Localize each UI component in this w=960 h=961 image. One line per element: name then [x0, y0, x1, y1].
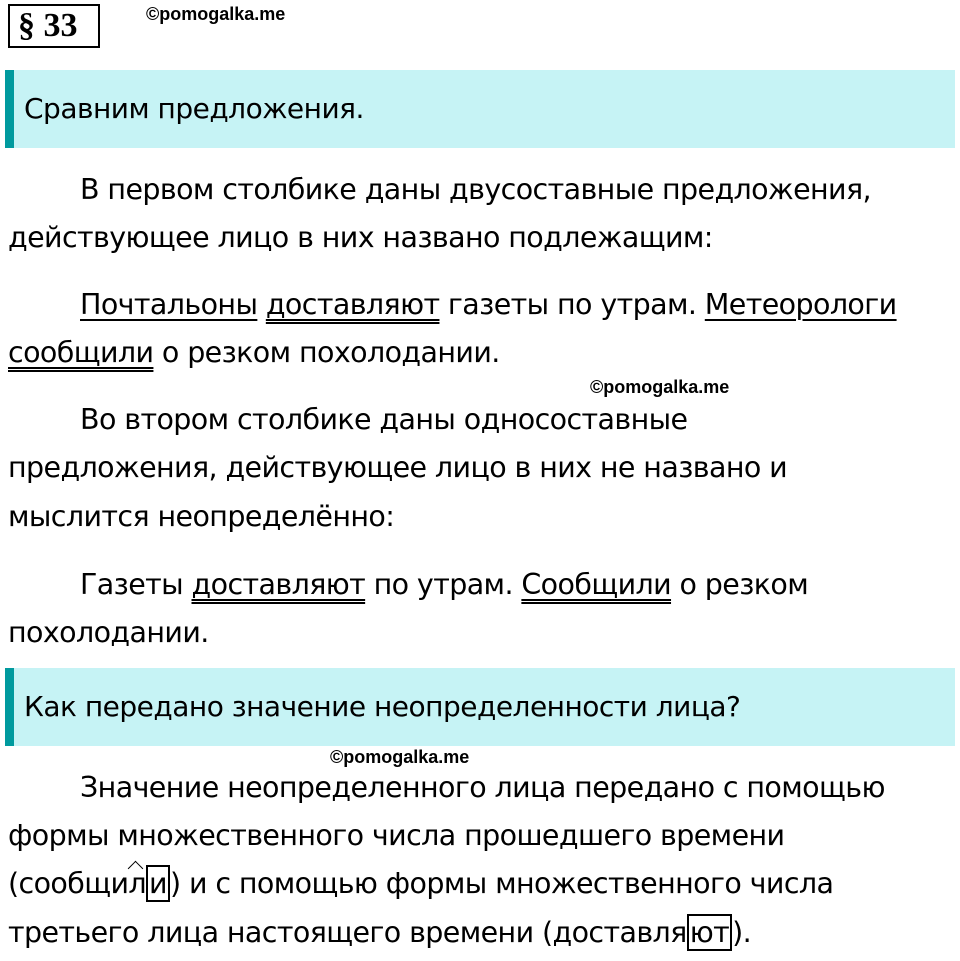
paragraph-line: Во втором столбике даны односоставные — [80, 403, 688, 436]
answer-line — [8, 864, 833, 904]
suffix-mark: л — [128, 867, 147, 900]
heading-compare: Сравним предложения. — [5, 70, 955, 148]
watermark: ©pomogalka.me — [146, 4, 286, 24]
heading-question: Как передано значение неопределенности лица? — [5, 668, 955, 746]
section-number: § 33 — [8, 4, 100, 48]
predicate: доставляют — [191, 568, 366, 601]
example-line — [80, 565, 808, 605]
example-line — [80, 285, 897, 325]
example-line — [8, 333, 500, 373]
watermark: ©pomogalka.me — [330, 747, 470, 767]
paragraph-line: В первом столбике даны двусоставные предложения, — [80, 173, 871, 206]
text: о резком похолодании. — [153, 336, 500, 369]
subject: Метеорологи — [704, 288, 897, 321]
predicate: сообщили — [8, 336, 154, 369]
text: третьего лица настоящего времени (доставля — [8, 916, 687, 949]
ending-box: и — [146, 865, 170, 902]
paragraph-line: предложения, действующее лицо в них не названо и — [8, 451, 788, 484]
ending-box: ют — [687, 914, 732, 951]
paragraph-line: действующее лицо в них названо подлежащим: — [8, 221, 713, 254]
text: о резком — [671, 568, 809, 601]
answer-line: Значение неопределенного лица передано с помощью — [80, 771, 885, 804]
text: ). — [732, 916, 752, 949]
subject: Почтальоны — [80, 288, 258, 321]
text: по утрам. — [365, 568, 522, 601]
text: (сообщи — [8, 867, 129, 900]
text: Газеты — [80, 568, 192, 601]
text: ) и с помощью формы множественного числа — [169, 867, 834, 900]
answer-line — [8, 913, 751, 953]
paragraph-line: мыслится неопределённо: — [8, 500, 395, 533]
watermark: ©pomogalka.me — [590, 377, 730, 397]
text: газеты по утрам. — [439, 288, 705, 321]
answer-line: формы множественного числа прошедшего времени — [8, 819, 785, 852]
predicate: Сообщили — [521, 568, 672, 601]
predicate: доставляют — [265, 288, 440, 321]
example-line: похолодании. — [8, 616, 209, 649]
